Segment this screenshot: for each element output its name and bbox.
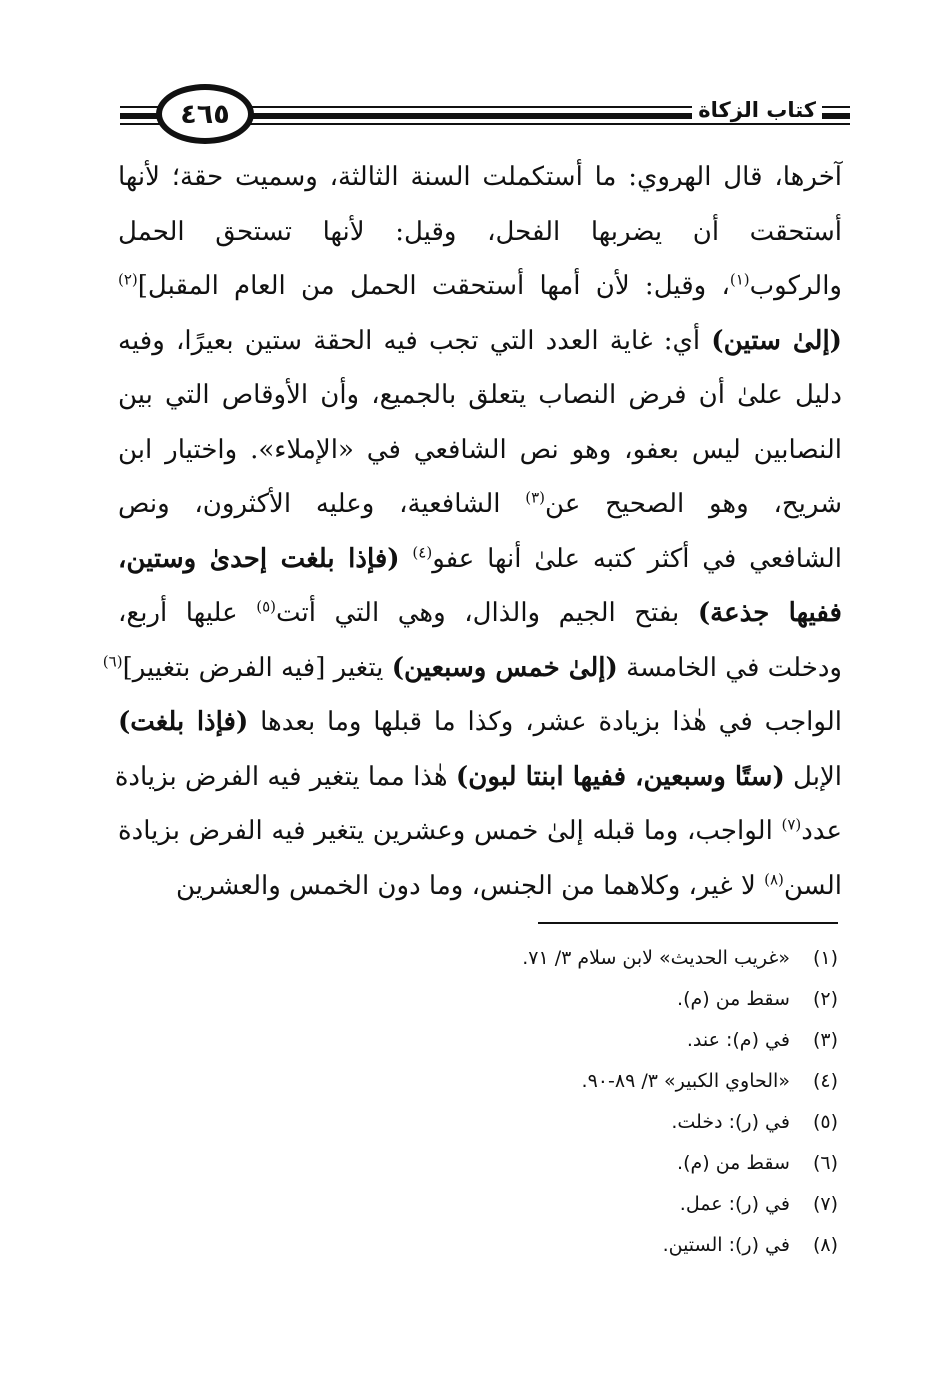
text-segment: أستحقت أن يضربها الفحل، وقيل: لأنها تستحق الحمل <box>118 216 842 247</box>
footnote-separator <box>538 922 838 924</box>
text-line <box>118 423 842 478</box>
page-number: ٤٦٥ <box>180 98 230 130</box>
footnote-marker: (٤) <box>412 542 433 561</box>
text-segment: الإبل <box>784 761 842 792</box>
text-segment: الشافعية، وعليه الأكثرون، ونص <box>118 489 526 519</box>
footnote-text: في (ر): دخلت. <box>671 1111 796 1133</box>
footnote-item <box>318 1143 838 1184</box>
footnote-marker: (٦) <box>102 651 123 670</box>
footnote-marker: (٨) <box>764 869 784 888</box>
footnote-item <box>318 1061 838 1102</box>
footnotes <box>318 938 838 1266</box>
text-segment: الواجب، وما قبله إلىٰ خمس وعشرين يتغير فيه الفرض بزيادة <box>118 816 782 846</box>
body-text <box>102 150 843 913</box>
footnote-text: «غريب الحديث» لابن سلام ٣/ ٧١. <box>522 947 796 969</box>
text-segment: شريح، وهو الصحيح عن <box>545 489 842 519</box>
footnote-number: (٨) <box>812 1234 838 1256</box>
text-line <box>118 859 842 914</box>
footnote-marker: (١) <box>729 270 750 289</box>
text-line <box>118 532 842 587</box>
text-segment: الواجب في هٰذا بزيادة عشر، وكذا ما قبلها وما بعدها <box>248 707 842 737</box>
footnote-marker: (٧) <box>781 815 802 834</box>
text-segment: النصابين ليس بعفو، وهو نص الشافعي في «الإملاء». واختيار ابن <box>118 434 842 465</box>
book-title: كتاب الزكاة <box>692 98 822 122</box>
footnote-number: (٦) <box>812 1152 838 1174</box>
footnote-number: (٢) <box>812 988 838 1010</box>
footnote-number: (٥) <box>812 1111 838 1133</box>
footnote-item <box>318 1102 838 1143</box>
text-line <box>118 205 842 260</box>
text-line <box>114 750 842 805</box>
text-segment: هٰذا مما يتغير فيه الفرض بزيادة <box>114 761 456 792</box>
text-segment: ودخلت في الخامسة <box>617 652 842 683</box>
footnote-text: في (ر): عمل. <box>679 1193 796 1215</box>
text-segment: دليل علىٰ أن فرض النصاب يتعلق بالجميع، وأن الأوقاص التي بين <box>118 380 842 410</box>
hadith-quote: (ستًا وسبعين، ففيها ابنتا لبون) <box>455 761 785 792</box>
footnote-item <box>318 1225 838 1266</box>
text-segment: لا غير، وكلاهما من الجنس، وما دون الخمس والعشرين <box>175 870 765 901</box>
footnote-marker: (٢) <box>118 270 138 289</box>
text-segment <box>400 544 413 574</box>
footnote-text: سقط من (م). <box>677 988 796 1010</box>
footnote-marker: (٣) <box>525 488 546 507</box>
page-number-badge <box>156 84 254 144</box>
footnote-item <box>318 1020 838 1061</box>
hadith-quote: (فإذا بلغت إحدىٰ وستين، <box>118 543 400 574</box>
footnote-number: (١) <box>812 947 838 969</box>
text-segment: ، وقيل: لأن أمها أستحقت الحمل من العام المقبل] <box>137 271 730 301</box>
text-segment: آخرها، قال الهروي: ما أستكملت السنة الثالثة، وسميت حقة؛ لأنها <box>118 162 842 192</box>
footnote-item <box>318 979 838 1020</box>
text-segment: بفتح الجيم والذال، وهي التي أتت <box>276 598 698 628</box>
hadith-quote: (إلىٰ ستين) <box>711 325 842 356</box>
text-line <box>118 259 842 314</box>
footnote-number: (٣) <box>812 1029 838 1051</box>
footnote-item <box>318 1184 838 1225</box>
footnote-text: في (م): عند. <box>686 1029 796 1051</box>
hadith-quote: ففيها جذعة) <box>697 598 842 628</box>
text-line <box>118 150 842 205</box>
text-segment: أي: غاية العدد التي تجب فيه الحقة ستين بعيرًا، وفيه <box>118 325 712 356</box>
text-line <box>118 477 842 532</box>
text-segment: عدد <box>801 816 842 846</box>
footnote-text: «الحاوي الكبير» ٣/ ٨٩-٩٠. <box>581 1070 796 1092</box>
hadith-quote: (فإذا بلغت) <box>118 707 249 737</box>
footnote-number: (٧) <box>812 1193 838 1215</box>
text-line <box>118 586 842 641</box>
text-segment: السن <box>783 870 842 901</box>
text-line <box>102 641 842 696</box>
text-line <box>118 804 842 859</box>
text-line <box>118 368 842 423</box>
footnote-text: في (ر): الستين. <box>662 1234 796 1256</box>
text-segment: والركوب <box>749 271 842 301</box>
text-segment: الشافعي في أكثر كتبه علىٰ أنها عفو <box>432 543 843 574</box>
text-segment: يتغير [فيه الفرض بتغيير] <box>122 652 392 683</box>
text-line <box>118 314 842 369</box>
text-line <box>118 695 842 750</box>
footnote-marker: (٥) <box>256 597 276 616</box>
text-segment: عليها أربع، <box>118 598 257 628</box>
footnote-number: (٤) <box>812 1070 838 1092</box>
page-header <box>120 82 850 152</box>
hadith-quote: (إلىٰ خمس وسبعين) <box>391 652 618 683</box>
footnote-item <box>318 938 838 979</box>
footnote-text: سقط من (م). <box>677 1152 796 1174</box>
